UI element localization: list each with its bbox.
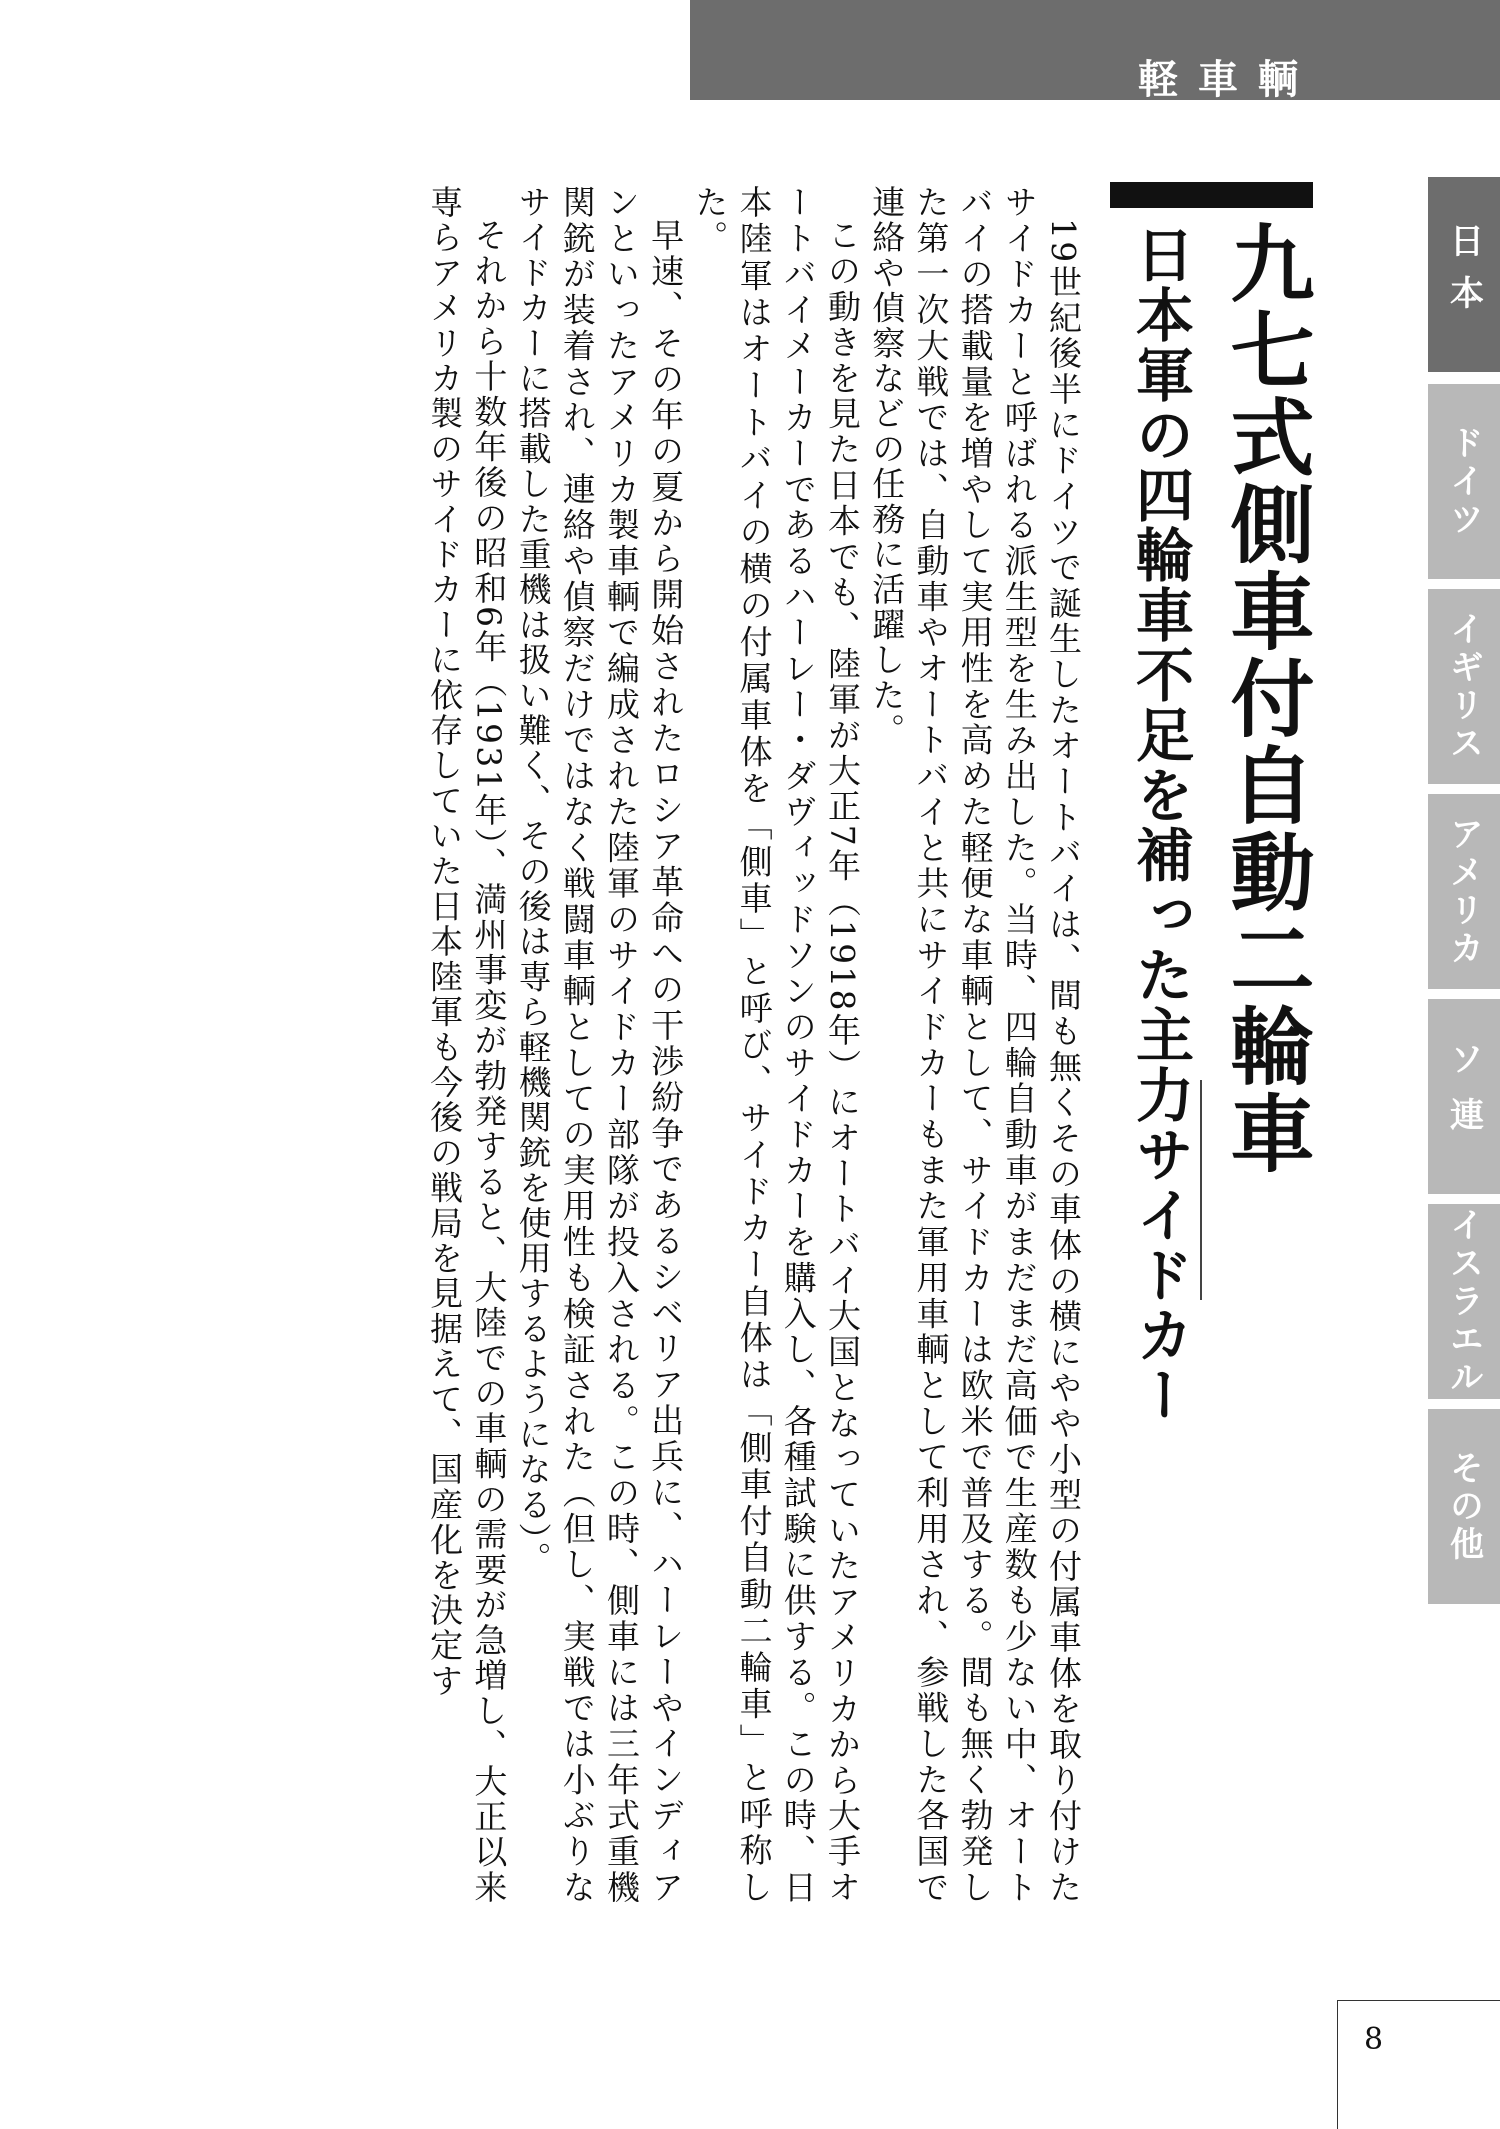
body-paragraph: 19世紀後半にドイツで誕生したオートバイは、間も無くその車体の横にやや小型の付属車体を取り付けたサイドカーと呼ばれる派生型を生み出した。当時、四輪自動車がまだまだ高価で生産数も少ない中、オートバイの搭載量を増やして実用性を高めた軽便な車輌として、サイドカーは欧米で普及する。間も無く勃発した第一次大戦では、自動車やオートバイと共にサイドカーもまた軍用車輌として利用され、参戦した各国で連絡や偵察などの任務に活躍した。: [867, 185, 1083, 1905]
section-header-bar: [690, 0, 1500, 103]
tab-soviet[interactable]: ソ連: [1428, 999, 1500, 1194]
article-subtitle: 日本軍の四輪車不足を補った主力サイドカー: [1126, 225, 1194, 1425]
tab-other[interactable]: その他: [1428, 1409, 1500, 1604]
tab-america[interactable]: アメリカ: [1428, 794, 1500, 989]
article-body: [180, 185, 1085, 1905]
page-number-frame-top: [1337, 2000, 1500, 2001]
title-accent-bar: [1110, 182, 1313, 208]
tab-britain[interactable]: イギリス: [1428, 589, 1500, 784]
body-paragraph: この動きを見た日本でも、陸軍が大正7年（1918年）にオートバイ大国となっていたアメリカから大手オートバイメーカーであるハーレー・ダヴィッドソンのサイドカーを購入し、各種試験に供する。この時、日本陸軍はオートバイの横の付属車体を「側車」と呼び、サイドカー自体は「側車付自動二輪車」と呼称した。: [690, 185, 862, 1905]
tab-japan[interactable]: 日本: [1428, 177, 1500, 372]
article-title: 九七式側車付自動二輪車: [1217, 220, 1315, 1177]
subtitle-rule: [1200, 1080, 1202, 1300]
section-label: 軽車輌: [1138, 57, 1318, 103]
body-paragraph: それから十数年後の昭和6年（1931年）、満州事変が勃発すると、大陸での車輌の需要が急増し、大正以来専らアメリカ製のサイドカーに依存していた日本陸軍も今後の戦局を見据えて、国産化を決定す: [425, 185, 509, 1905]
tab-israel[interactable]: イスラエル: [1428, 1204, 1500, 1399]
tab-germany[interactable]: ドイツ: [1428, 384, 1500, 579]
body-paragraph: 早速、その年の夏から開始されたロシア革命への干渉紛争であるシベリア出兵に、ハーレーやインディアンといったアメリカ製車輌で編成された陸軍のサイドカー部隊が投入される。この時、側車には三年式重機関銃が装着され、連絡や偵察だけではなく戦闘車輌としての実用性も検証された（但し、実戦では小ぶりなサイドカーに搭載した重機は扱い難く、その後は専ら軽機関銃を使用するようになる）。: [513, 185, 686, 1905]
page-number: 8: [1364, 2022, 1384, 2057]
page-number-frame-left: [1337, 2000, 1338, 2129]
